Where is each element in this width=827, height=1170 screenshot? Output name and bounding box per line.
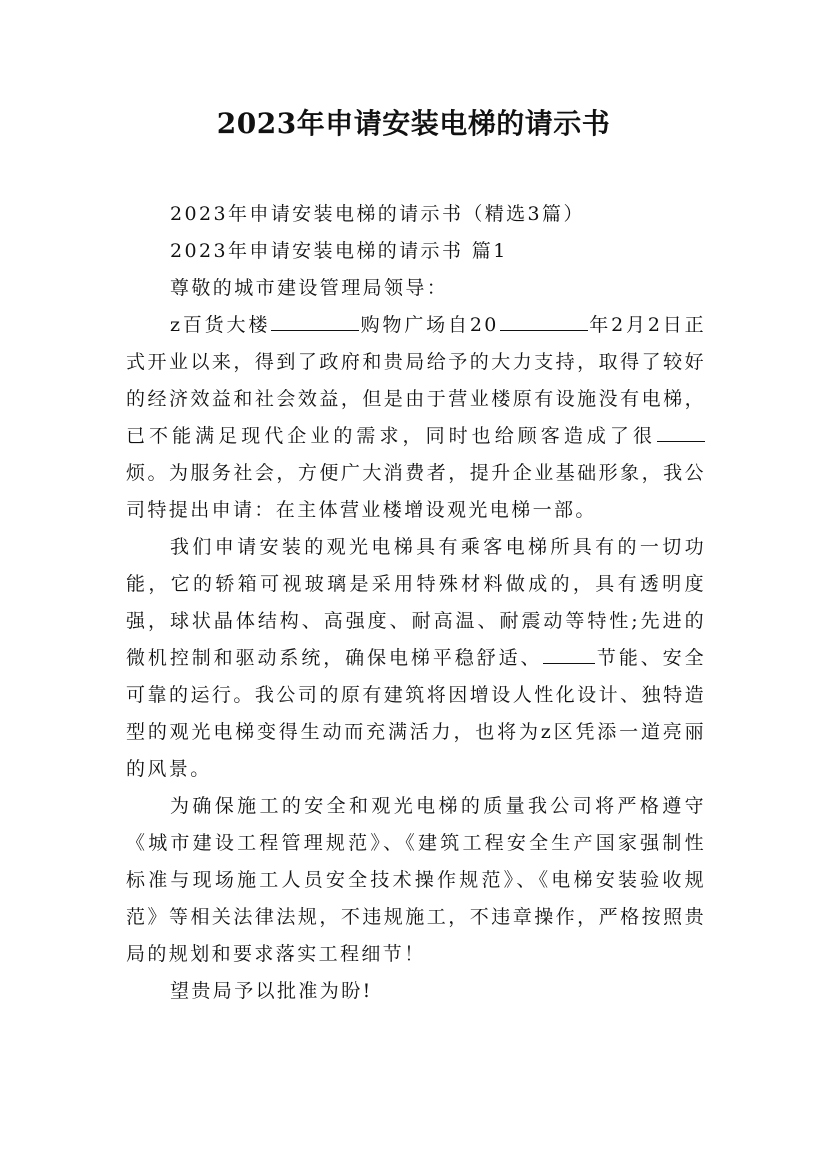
document-title: 2023年申请安装电梯的请示书 xyxy=(216,107,611,140)
paragraph-1-part-d: 烦。为服务社会，方便广大消费者，提升企业基础形象，我公司特提出申请：在主体营业楼增设观光电梯一部。 xyxy=(126,462,706,521)
salutation: 尊敬的城市建设管理局领导： xyxy=(170,277,449,299)
paragraph-2 xyxy=(126,529,706,788)
paragraph-3: 为确保施工的安全和观光电梯的质量我公司将严格遵守《城市建设工程管理规范》、《建筑工程安全生产国家强制性标准与现场施工人员安全技术操作规范》、《电梯安装验收规范》等相关法律法规，不违规施工，不违章操作，严格按照贵局的规划和要求落实工程细节！ xyxy=(126,795,706,965)
paragraph-1-part-c: 年2月2日正式开业以来，得到了政府和贵局给予的大力支持，取得了较好的经济效益和社会效益，但是由于营业楼原有设施没有电梯，已不能满足现代企业的需求，同时也给顾客造成了很 xyxy=(126,314,707,447)
fill-in-blank xyxy=(500,311,588,331)
fill-in-blank xyxy=(657,422,705,442)
section-heading: 2023年申请安装电梯的请示书 篇1 xyxy=(170,240,508,262)
fill-in-blank xyxy=(543,644,595,664)
paragraph-1 xyxy=(126,307,706,529)
fill-in-blank xyxy=(271,311,359,331)
closing-line: 望贵局予以批准为盼! xyxy=(170,980,373,1002)
paragraph-2-part-b: 节能、安全可靠的运行。我公司的原有建筑将因增设人性化设计、独特造型的观光电梯变得生动而充满活力，也将为z区凭添一道亮丽的风景。 xyxy=(126,647,706,780)
document-body xyxy=(126,196,706,1010)
paragraph-1-part-b: 购物广场自20 xyxy=(360,314,499,336)
paragraph-1-part-a: z百货大楼 xyxy=(170,314,271,336)
subtitle-line: 2023年申请安装电梯的请示书（精选3篇） xyxy=(170,203,585,225)
paragraph-2-part-a: 我们申请安装的观光电梯具有乘客电梯所具有的一切功能，它的轿箱可视玻璃是采用特殊材料做成的，具有透明度强，球状晶体结构、高强度、耐高温、耐震动等特性;先进的微机控制和驱动系统，确保电梯平稳舒适、 xyxy=(126,536,706,669)
